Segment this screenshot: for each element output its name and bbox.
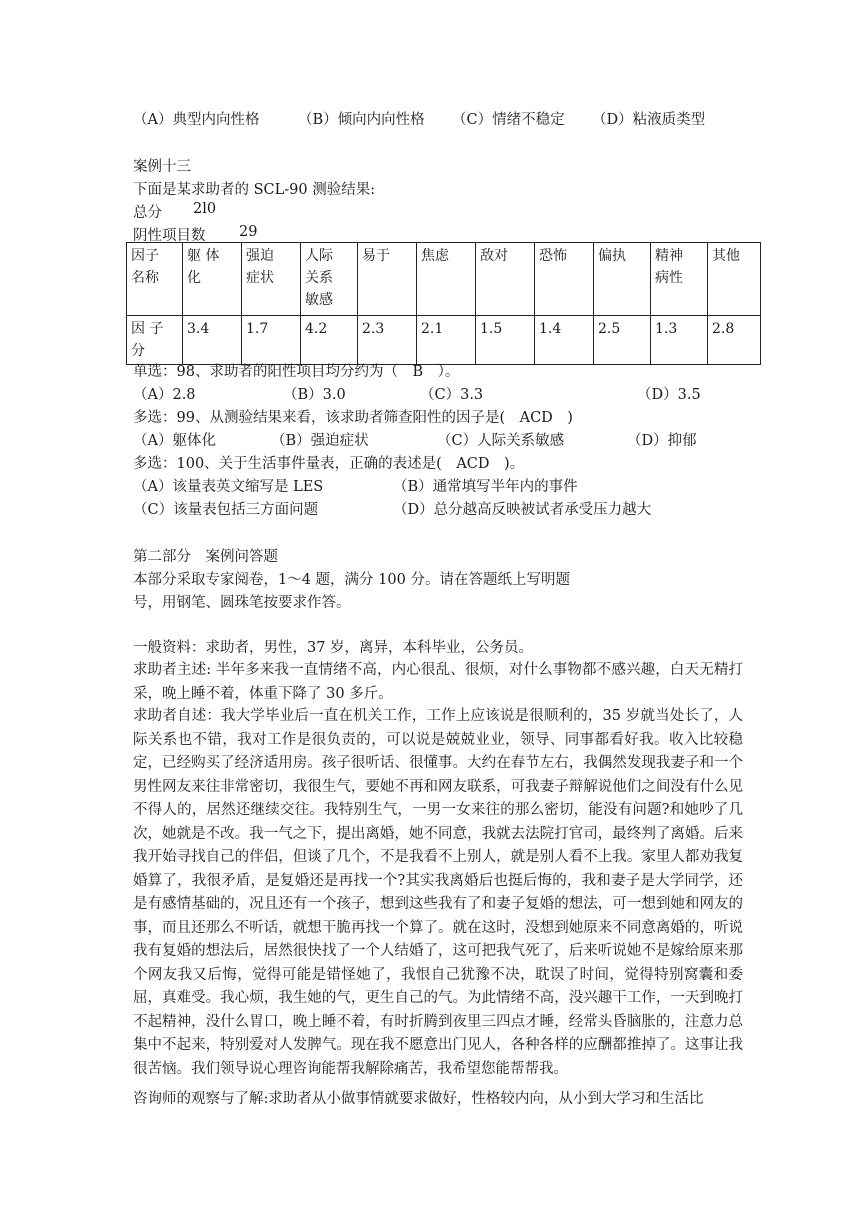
table-cell: 偏执: [594, 243, 651, 316]
table-header-row: [127, 243, 761, 316]
q98-option-d: （D）3.5: [637, 387, 701, 403]
table-cell: 恐怖: [535, 243, 594, 316]
part2-desc-line2: 号，用钢笔、圆珠笔按要求作答。: [133, 595, 351, 611]
q99-option-d: （D）抑郁: [627, 433, 697, 449]
total-score-value: 2l0: [193, 201, 217, 217]
self-report: 求助者自述：我大学毕业后一直在机关工作，工作上应该说是很顺利的，35 岁就当处长了，人际关系也不错，我对工作是很负责的，可以说是兢兢业业，领导、同事都看好我。收入比较稳定，已经购买了经济适用房。孩子很听话、很懂事。大约在春节左右，我偶然发现我妻子和一个男性网友来往非常密切，我很生气，要她不再和网友联系，可我妻子辩解说他们之间没有什么见不得人的，居然还继续交往。我特别生气，一男一女来往的那么密切，能没有问题?和她吵了几次，她就是不改。我一气之下，提出离婚，她不同意，我就去法院打官司，最终判了离婚。后来我开始寻找自己的伴侣，但谈了几个，不是我看不上别人，就是别人看不上我。家里人都劝我复婚算了，我很矛盾，是复婚还是再找一个?其实我离婚后也挺后悔的，我和妻子是大学同学，还是有感情基础的，况且还有一个孩子，想到这些我有了和妻子复婚的想法，可一想到她和网友的事，而且还那么不听话，就想干脆再找一个算了。就在这时，没想到她原来不同意离婚的，听说我有复婚的想法后，居然很快找了一个人结婚了，这可把我气死了，后来听说她不是嫁给原来那个网友我又后悔，觉得可能是错怪她了，我恨自己犹豫不决，耽误了时间，觉得特别窝囊和委屈，真难受。我心烦，我生她的气，更生自己的气。为此情绪不高，没兴趣干工作，一天到晚打不起精神，没什么胃口，晚上睡不着，有时折腾到夜里三四点才睡，经常头昏脑胀的，注意力总集中不起来，特别爱对人发脾气。现在我不愿意出门见人，各种各样的应酬都推掉了。这事让我很苦恼。我们领导说心理咨询能帮我解除痛苦，我希望您能帮帮我。: [133, 708, 743, 1077]
q98-option-b: （B）3.0: [283, 387, 346, 403]
table-cell: 敌对: [476, 243, 535, 316]
table-cell: 焦虑: [417, 243, 476, 316]
counselor-observation: 咨询师的观察与了解:求助者从小做事情就要求做好，性格较内向，从小到大学习和生活比: [133, 1091, 704, 1107]
q100-stem: 多选：100、关于生活事件量表，正确的表述是( ACD )。: [133, 456, 525, 472]
case-title: 案例十三: [133, 159, 191, 175]
q98-stem: 单选：98、求助者的阳性项目均分约为（ B ）。: [133, 364, 460, 380]
top-option-d: （D）粘液质类型: [592, 112, 706, 128]
table-row: [127, 316, 761, 365]
table-cell: 4.2: [301, 316, 358, 365]
q99-option-b: （B）强迫症状: [271, 433, 369, 449]
table-cell: 躯 体 化: [183, 243, 242, 316]
table-cell: 1.4: [535, 316, 594, 365]
part2-desc-line1: 本部分采取专家阅卷，1～4 题，满分 100 分。请在答题纸上写明题: [133, 572, 570, 588]
general-info: 一般资料：求助者，男性，37 岁，离异，本科毕业，公务员。: [133, 640, 534, 656]
q99-option-a: （A）躯体化: [133, 433, 216, 449]
table-cell: 因子 名称: [127, 243, 183, 316]
q100-option-b: （B）通常填写半年内的事件: [393, 479, 578, 495]
table-cell: 1.3: [651, 316, 708, 365]
chief-complaint: 求助者主述: 半年多来我一直情绪不高，内心很乱、很烦，对什么事物都不感兴趣，白天无精打采，晚上睡不着，体重下降了 30 多斤。: [133, 662, 743, 702]
table-cell: 2.8: [708, 316, 761, 365]
q99-stem: 多选：99、从测验结果来看，该求助者筛查阳性的因子是( ACD ): [133, 410, 573, 426]
table-cell: 1.7: [242, 316, 301, 365]
top-option-b: （B）倾向内向性格: [298, 112, 425, 128]
q100-option-a: （A）该量表英文缩写是 LES: [133, 479, 324, 495]
positive-count-value: 29: [239, 224, 258, 240]
scl90-table: [126, 242, 761, 365]
q99-option-c: （C）人际关系敏感: [437, 433, 565, 449]
q98-option-c: （C）3.3: [420, 387, 484, 403]
table-cell: 其他: [708, 243, 761, 316]
q100-option-c: （C）该量表包括三方面问题: [133, 502, 319, 518]
table-cell: 强迫 症状: [242, 243, 301, 316]
case-intro: 下面是某求助者的 SCL-90 测验结果:: [133, 182, 376, 198]
top-option-a: （A）典型内向性格: [133, 112, 260, 128]
table-cell: 易于: [358, 243, 417, 316]
top-option-c: （C）情绪不稳定: [452, 112, 565, 128]
q98-option-a: （A）2.8: [133, 387, 196, 403]
table-cell: 2.5: [594, 316, 651, 365]
table-cell: 3.4: [183, 316, 242, 365]
table-cell: 2.1: [417, 316, 476, 365]
table-cell: 因 子 分: [127, 316, 183, 365]
part2-title: 第二部分 案例问答题: [133, 549, 278, 565]
table-cell: 1.5: [476, 316, 535, 365]
table-cell: 精神 病性: [651, 243, 708, 316]
total-score-label: 总分: [133, 205, 162, 221]
positive-count-label: 阴性项目数: [133, 228, 206, 244]
q100-option-d: （D）总分越高反映被试者承受压力越大: [393, 502, 652, 518]
table-cell: 人际 关系 敏感: [301, 243, 358, 316]
table-cell: 2.3: [358, 316, 417, 365]
